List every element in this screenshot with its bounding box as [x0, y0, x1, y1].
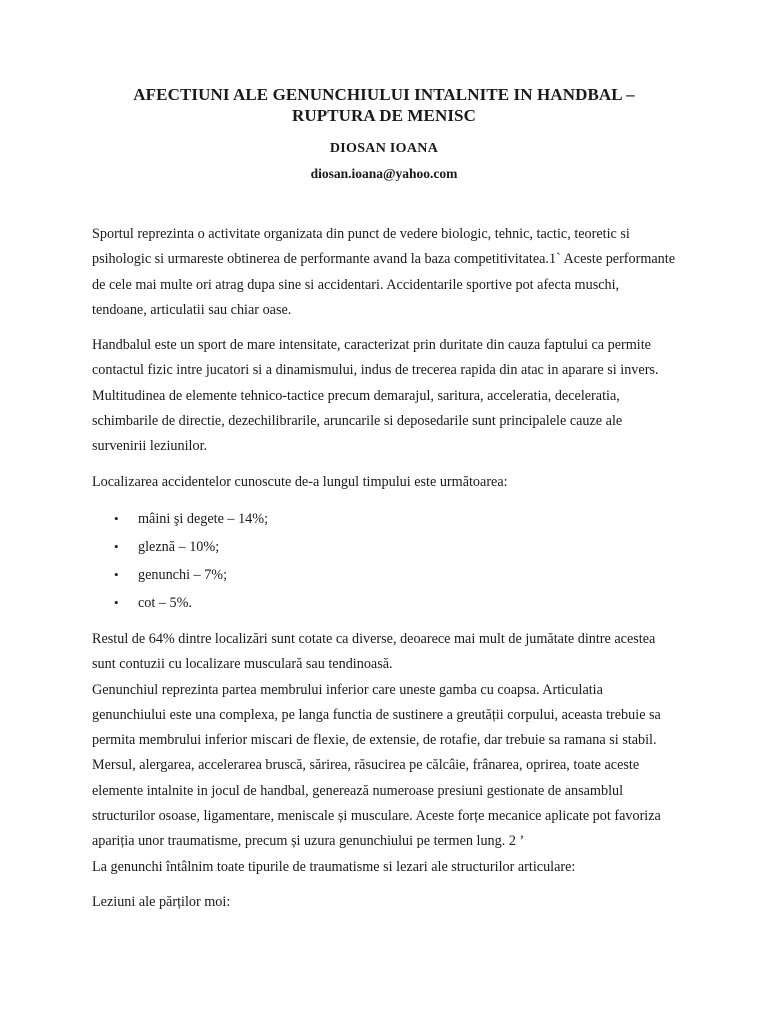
list-item: • cot – 5%. [114, 589, 676, 617]
paragraph-knee-traumas: La genunchi întâlnim toate tipurile de traumatisme si lezari ale structurilor articulare: [92, 858, 576, 875]
list-item: • gleznă – 10%; [114, 533, 676, 561]
paragraph-knee: Genunchiul reprezinta partea membrului inferior care uneste gamba cu coapsa. Articulatia genunchiului este una complexa, pe langa functia de sustinere a greutății corpului, aceasta trebuie sa permita membrului inferior miscari de flexie, de extensie, de rotafie, dar trebuie sa ramana si stabil. Mersul, alergarea, accelerarea bruscă, sărirea, răsucirea pe călcâie, frânarea, oprirea, toate aceste elemente intalnite in jocul de handbal, generează numeroase presiuni gestionate de ansamblul structurilor osoase, ligamentare, meniscale și musculare. Aceste forțe mecanice aplicate pot favoriza apariția unor traumatisme, precum și uzura genunchiului pe termen lung. 2 ’ [92, 681, 661, 850]
document-title [92, 84, 676, 126]
author-email: diosan.ioana@yahoo.com [310, 166, 458, 181]
header-spacer [92, 182, 676, 222]
title-line-1: AFECTIUNI ALE GENUNCHIULUI INTALNITE IN HANDBAL – [133, 85, 635, 104]
title-line-2: RUPTURA DE MENISC [292, 106, 476, 125]
paragraph-localization: Localizarea accidentelor cunoscute de-a lungul timpului este următoarea: [92, 473, 508, 490]
paragraph-soft-tissue: Leziuni ale părților moi: [92, 893, 231, 910]
author-name: DIOSAN IOANA [329, 141, 439, 156]
paragraph-rest: Restul de 64% dintre localizări sunt cotate ca diverse, deoarece mai mult de jumătate dintre acestea sunt contuzii cu localizare musculară sau tendinoasă. [92, 630, 656, 673]
paragraph-intro: Sportul reprezinta o activitate organizata din punct de vedere biologic, tehnic, tactic, teoretic si psihologic si urmareste obtinerea de performante avand la baza competitivitatea.1` Aceste performante de cele mai multe ori atrag dupa sine si accidentari. Accidentarile sportive pot afecta muschi, tendoane, articulatii sau chiar oase. [92, 226, 676, 318]
list-item: • genunchi – 7%; [114, 561, 676, 589]
injury-location-list [92, 505, 676, 617]
list-item: • mâini şi degete – 14%; [114, 505, 676, 533]
paragraph-handball: Handbalul este un sport de mare intensitate, caracterizat prin duritate din cauza faptului ca permite contactul fizic intre jucatori si a dinamismului, indus de trecerea rapida din atac in aparare si invers. Multitudinea de elemente tehnico-tactice precum demarajul, saritura, acceleratia, deceleratia, schimbarile de directie, dezechilibrarile, aruncarile si deposedarile sunt principalele cauze ale survenirii leziunilor. [92, 337, 659, 455]
